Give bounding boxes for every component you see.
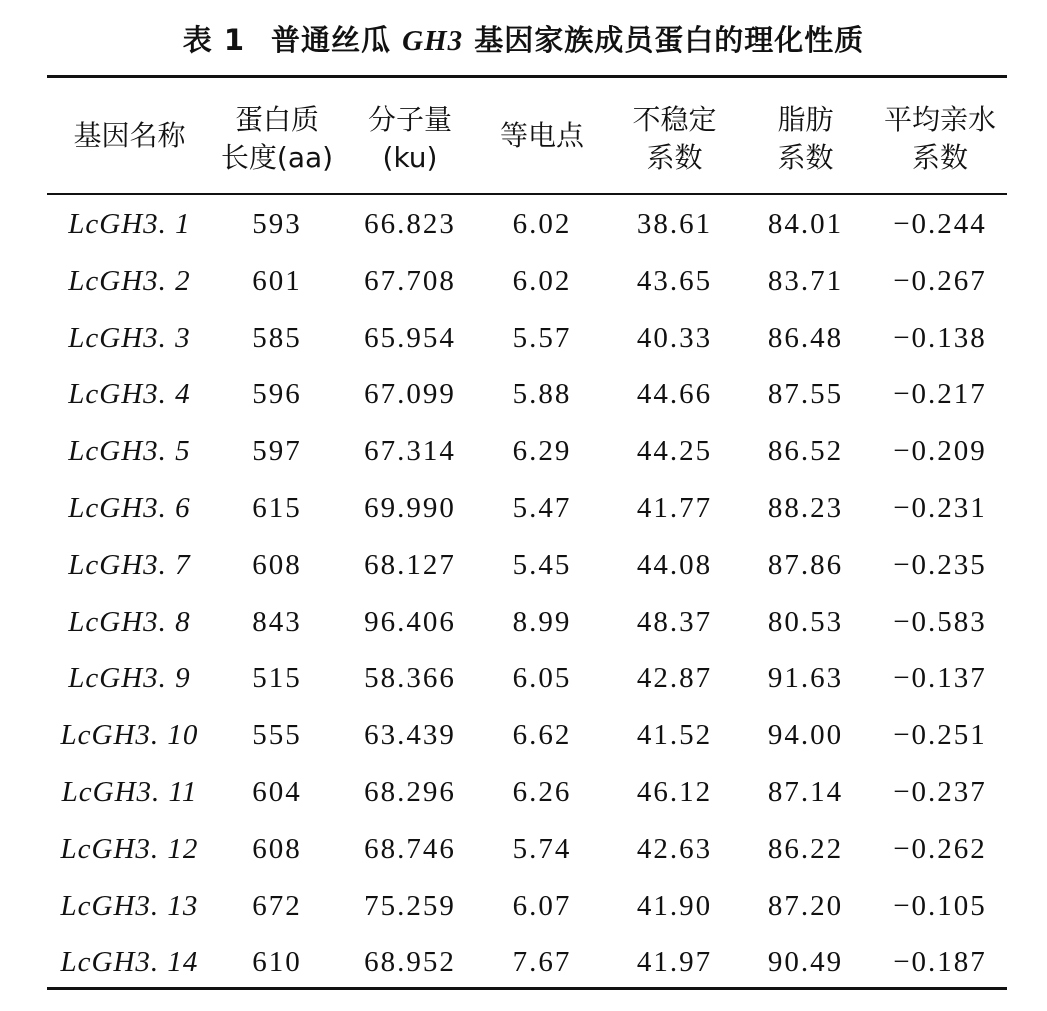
cell-aliphatic-index: 87.14 bbox=[767, 776, 844, 808]
header-line: (ku) bbox=[382, 141, 438, 174]
cell-gravy: −0.244 bbox=[893, 208, 987, 240]
header-gravy bbox=[873, 101, 1007, 177]
header-line: 平均亲水 bbox=[883, 103, 996, 136]
cell-gene-name: LcGH3. 5 bbox=[68, 435, 191, 467]
cell-instability-index: 41.52 bbox=[636, 719, 713, 751]
header-molecular-weight bbox=[347, 101, 473, 177]
cell-protein-length: 555 bbox=[252, 719, 302, 751]
table-row bbox=[0, 878, 1047, 935]
cell-molecular-weight: 58.366 bbox=[364, 662, 456, 694]
cell-gene-name: LcGH3. 1 bbox=[68, 208, 191, 240]
cell-gene-name: LcGH3. 8 bbox=[68, 606, 191, 638]
cell-isoelectric-point: 5.45 bbox=[512, 549, 572, 581]
cell-gene-name: LcGH3. 11 bbox=[61, 776, 198, 808]
table-row bbox=[0, 934, 1047, 991]
table-row bbox=[0, 707, 1047, 764]
cell-gravy: −0.235 bbox=[893, 549, 987, 581]
cell-gravy: −0.583 bbox=[893, 606, 987, 638]
cell-molecular-weight: 63.439 bbox=[364, 719, 456, 751]
cell-protein-length: 597 bbox=[252, 435, 302, 467]
cell-isoelectric-point: 6.26 bbox=[512, 776, 572, 808]
table-row bbox=[0, 594, 1047, 651]
cell-isoelectric-point: 6.05 bbox=[512, 662, 572, 694]
cell-aliphatic-index: 84.01 bbox=[767, 208, 844, 240]
cell-gravy: −0.187 bbox=[893, 946, 987, 978]
cell-isoelectric-point: 6.29 bbox=[512, 435, 572, 467]
header-line: 蛋白质 bbox=[234, 103, 319, 136]
cell-aliphatic-index: 87.86 bbox=[767, 549, 844, 581]
cell-instability-index: 44.25 bbox=[636, 435, 713, 467]
cell-gravy: −0.262 bbox=[893, 833, 987, 865]
table-row bbox=[0, 196, 1047, 253]
cell-gene-name: LcGH3. 6 bbox=[68, 492, 191, 524]
cell-instability-index: 41.90 bbox=[636, 890, 713, 922]
cell-protein-length: 596 bbox=[252, 378, 302, 410]
caption-title-pre: 普通丝瓜 bbox=[271, 23, 392, 57]
table-row bbox=[0, 253, 1047, 310]
cell-gene-name: LcGH3. 14 bbox=[60, 946, 199, 978]
header-line: 系数 bbox=[777, 141, 834, 174]
cell-molecular-weight: 96.406 bbox=[364, 606, 456, 638]
cell-gene-name: LcGH3. 10 bbox=[60, 719, 199, 751]
cell-aliphatic-index: 90.49 bbox=[767, 946, 844, 978]
cell-protein-length: 608 bbox=[252, 549, 302, 581]
header-line: 系数 bbox=[646, 141, 703, 174]
cell-aliphatic-index: 87.55 bbox=[767, 378, 844, 410]
header-line: 分子量 bbox=[367, 103, 452, 136]
cell-isoelectric-point: 7.67 bbox=[512, 946, 572, 978]
cell-molecular-weight: 68.296 bbox=[364, 776, 456, 808]
cell-gravy: −0.209 bbox=[893, 435, 987, 467]
cell-aliphatic-index: 87.20 bbox=[767, 890, 844, 922]
cell-instability-index: 46.12 bbox=[636, 776, 713, 808]
cell-aliphatic-index: 88.23 bbox=[767, 492, 844, 524]
cell-instability-index: 40.33 bbox=[636, 322, 713, 354]
cell-isoelectric-point: 6.07 bbox=[512, 890, 572, 922]
cell-isoelectric-point: 5.74 bbox=[512, 833, 572, 865]
cell-protein-length: 515 bbox=[252, 662, 302, 694]
cell-aliphatic-index: 86.22 bbox=[767, 833, 844, 865]
cell-gravy: −0.237 bbox=[893, 776, 987, 808]
table-row bbox=[0, 480, 1047, 537]
table-row bbox=[0, 423, 1047, 480]
cell-protein-length: 608 bbox=[252, 833, 302, 865]
cell-molecular-weight: 69.990 bbox=[364, 492, 456, 524]
cell-gravy: −0.267 bbox=[893, 265, 987, 297]
cell-isoelectric-point: 8.99 bbox=[512, 606, 572, 638]
cell-protein-length: 601 bbox=[252, 265, 302, 297]
table-row bbox=[0, 366, 1047, 423]
table-row bbox=[0, 310, 1047, 367]
cell-molecular-weight: 68.746 bbox=[364, 833, 456, 865]
header-isoelectric-point bbox=[473, 117, 611, 155]
cell-instability-index: 42.87 bbox=[636, 662, 713, 694]
cell-aliphatic-index: 94.00 bbox=[767, 719, 844, 751]
cell-isoelectric-point: 6.62 bbox=[512, 719, 572, 751]
cell-gravy: −0.105 bbox=[893, 890, 987, 922]
cell-protein-length: 843 bbox=[252, 606, 302, 638]
header-instability-index bbox=[611, 101, 738, 177]
table-row bbox=[0, 650, 1047, 707]
cell-isoelectric-point: 5.47 bbox=[512, 492, 572, 524]
cell-isoelectric-point: 6.02 bbox=[512, 265, 572, 297]
cell-instability-index: 42.63 bbox=[636, 833, 713, 865]
cell-aliphatic-index: 83.71 bbox=[767, 265, 844, 297]
top-rule bbox=[47, 75, 1007, 78]
cell-gene-name: LcGH3. 4 bbox=[68, 378, 191, 410]
cell-isoelectric-point: 6.02 bbox=[512, 208, 572, 240]
table-number: 表 1 bbox=[182, 23, 246, 57]
table-row bbox=[0, 537, 1047, 594]
cell-instability-index: 48.37 bbox=[636, 606, 713, 638]
caption-title-post: 基因家族成员蛋白的理化性质 bbox=[474, 23, 865, 57]
header-line: 基因名称 bbox=[73, 119, 186, 152]
cell-protein-length: 604 bbox=[252, 776, 302, 808]
cell-gravy: −0.231 bbox=[893, 492, 987, 524]
header-line: 脂肪 bbox=[777, 103, 834, 136]
header-aliphatic-index bbox=[738, 101, 873, 177]
cell-gravy: −0.138 bbox=[893, 322, 987, 354]
header-line: 不稳定 bbox=[632, 103, 717, 136]
cell-aliphatic-index: 86.52 bbox=[767, 435, 844, 467]
cell-instability-index: 44.08 bbox=[636, 549, 713, 581]
cell-gene-name: LcGH3. 2 bbox=[68, 265, 191, 297]
cell-gene-name: LcGH3. 3 bbox=[68, 322, 191, 354]
cell-instability-index: 41.77 bbox=[636, 492, 713, 524]
cell-instability-index: 41.97 bbox=[636, 946, 713, 978]
header-rule bbox=[47, 193, 1007, 195]
cell-aliphatic-index: 80.53 bbox=[767, 606, 844, 638]
table-caption bbox=[0, 18, 1047, 59]
cell-molecular-weight: 68.952 bbox=[364, 946, 456, 978]
cell-instability-index: 44.66 bbox=[636, 378, 713, 410]
cell-isoelectric-point: 5.88 bbox=[512, 378, 572, 410]
cell-molecular-weight: 65.954 bbox=[364, 322, 456, 354]
cell-gene-name: LcGH3. 7 bbox=[68, 549, 191, 581]
cell-gene-name: LcGH3. 12 bbox=[60, 833, 199, 865]
header-gene-name bbox=[52, 117, 207, 155]
cell-gravy: −0.251 bbox=[893, 719, 987, 751]
header-line: 长度(aa) bbox=[220, 141, 334, 174]
cell-gene-name: LcGH3. 13 bbox=[60, 890, 199, 922]
table-row bbox=[0, 764, 1047, 821]
cell-molecular-weight: 75.259 bbox=[364, 890, 456, 922]
cell-molecular-weight: 68.127 bbox=[364, 549, 456, 581]
cell-protein-length: 585 bbox=[252, 322, 302, 354]
cell-aliphatic-index: 91.63 bbox=[767, 662, 844, 694]
cell-molecular-weight: 66.823 bbox=[364, 208, 456, 240]
cell-instability-index: 38.61 bbox=[636, 208, 713, 240]
cell-protein-length: 610 bbox=[252, 946, 302, 978]
cell-instability-index: 43.65 bbox=[636, 265, 713, 297]
cell-protein-length: 672 bbox=[252, 890, 302, 922]
caption-gene-name: GH3 bbox=[402, 25, 464, 57]
header-line: 系数 bbox=[911, 141, 968, 174]
table-row bbox=[0, 821, 1047, 878]
cell-protein-length: 615 bbox=[252, 492, 302, 524]
bottom-rule bbox=[47, 987, 1007, 990]
cell-molecular-weight: 67.708 bbox=[364, 265, 456, 297]
cell-molecular-weight: 67.099 bbox=[364, 378, 456, 410]
cell-molecular-weight: 67.314 bbox=[364, 435, 456, 467]
cell-protein-length: 593 bbox=[252, 208, 302, 240]
header-protein-length bbox=[207, 101, 347, 177]
header-line: 等电点 bbox=[499, 119, 584, 152]
cell-gravy: −0.217 bbox=[893, 378, 987, 410]
cell-isoelectric-point: 5.57 bbox=[512, 322, 572, 354]
cell-gravy: −0.137 bbox=[893, 662, 987, 694]
cell-gene-name: LcGH3. 9 bbox=[68, 662, 191, 694]
cell-aliphatic-index: 86.48 bbox=[767, 322, 844, 354]
